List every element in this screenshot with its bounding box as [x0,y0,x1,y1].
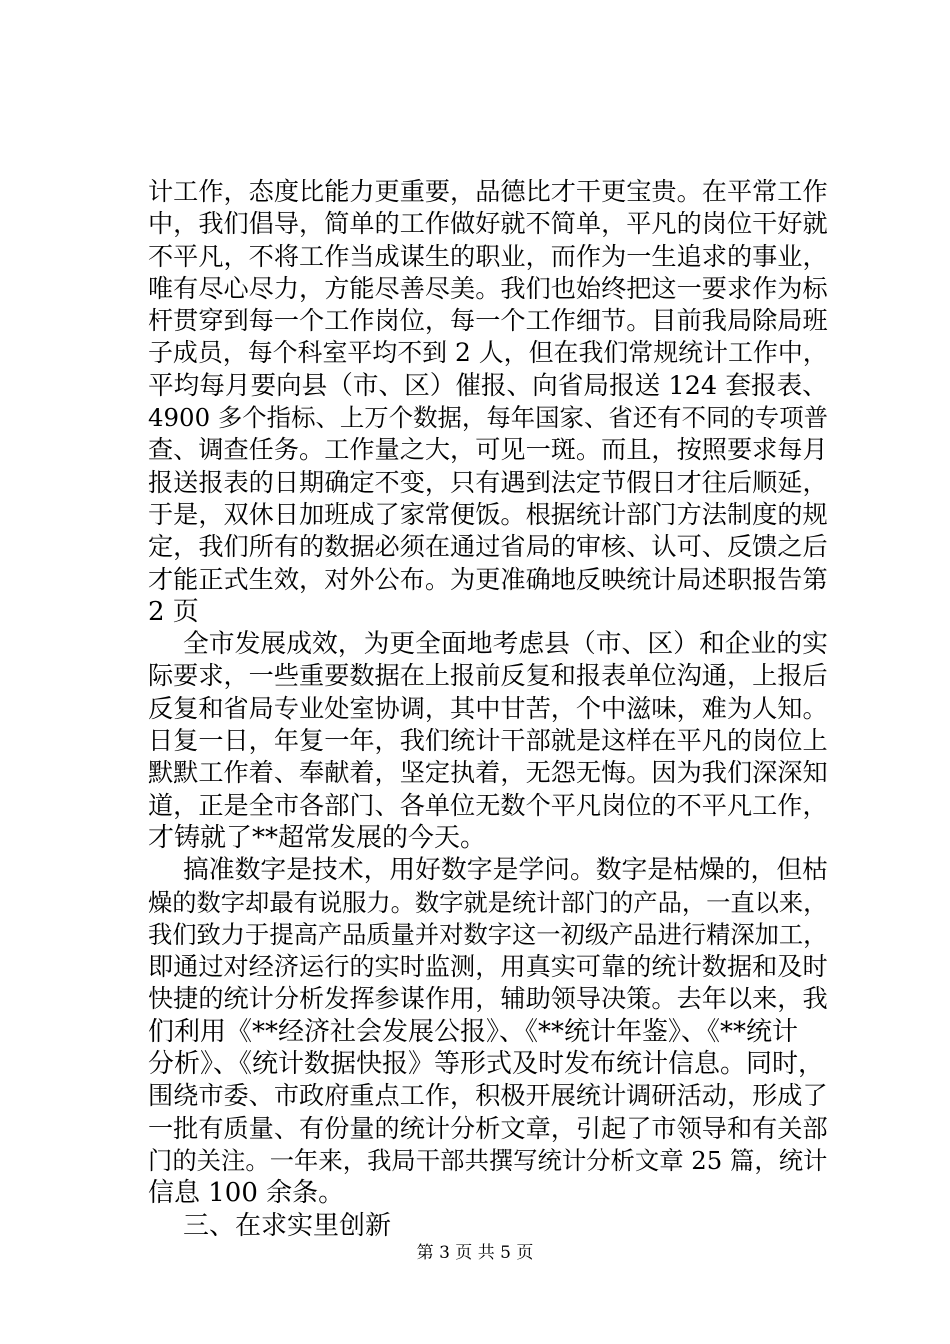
page-footer: 第 3 页 共 5 页 [416,1243,534,1263]
text-line: 杆贯穿到每一个工作岗位，每一个工作细节。目前我局除局班 [148,306,828,336]
text-line: 围绕市委、市政府重点工作，积极开展统计调研活动，形成了 [148,1081,828,1111]
text-line: 计工作，态度比能力更重要，品德比才干更宝贵。在平常工作 [148,177,828,206]
text-line: 道，正是全市各部门、各单位无数个平凡岗位的不平凡工作， [148,790,828,820]
text-line: 快捷的统计分析发挥参谋作用，辅助领导决策。去年以来，我 [148,984,828,1014]
text-line: 4900 多个指标、上万个数据，每年国家、省还有不同的专项普 [148,403,829,433]
text-line: 2 页 [148,596,199,627]
text-line: 分析》、《统计数据快报》等形式及时发布统计信息。同时， [148,1049,825,1080]
text-line: 中，我们倡导，简单的工作做好就不简单，平凡的岗位干好就 [148,209,828,239]
text-line: 报送报表的日期确定不变，只有遇到法定节假日才往后顺延， [148,467,828,497]
text-line: 查、调查任务。工作量之大，可见一斑。而且，按照要求每月 [148,435,828,465]
text-line: 默默工作着、奉献着，坚定执着，无怨无悔。因为我们深深知 [148,758,828,788]
text-line: 一批有质量、有份量的统计分析文章，引起了市领导和有关部 [148,1113,828,1143]
text-line: 日复一日，年复一年，我们统计干部就是这样在平凡的岗位上 [148,726,828,756]
text-line: 全市发展成效，为更全面地考虑县（市、区）和企业的实 [183,629,828,660]
text-line: 即通过对经济运行的实时监测，用真实可靠的统计数据和及时 [148,952,828,982]
text-line: 定，我们所有的数据必须在通过省局的审核、认可、反馈之后 [148,532,828,562]
text-line: 平均每月要向县（市、区）催报、向省局报送 124 套报表、 [148,370,828,401]
text-line: 于是，双休日加班成了家常便饭。根据统计部门方法制度的规 [148,499,828,529]
text-line: 反复和省局专业处室协调，其中甘苦，个中滋味，难为人知。 [148,693,828,723]
text-line: 际要求，一些重要数据在上报前反复和报表单位沟通，上报后 [148,661,828,691]
document-body [148,176,828,1242]
text-line: 不平凡，不将工作当成谋生的职业，而作为一生追求的事业， [148,241,828,271]
text-line: 燥的数字却最有说服力。数字就是统计部门的产品，一直以来， [148,887,828,917]
text-line: 三、在求实里创新 [183,1210,392,1241]
text-line: 我们致力于提高产品质量并对数字这一初级产品进行精深加工， [148,919,828,949]
text-line: 门的关注。一年来，我局干部共撰写统计分析文章 25 篇，统计 [148,1145,828,1175]
text-line: 信息 100 余条。 [148,1178,345,1209]
text-line: 搞准数字是技术，用好数字是学问。数字是枯燥的，但枯 [183,855,828,886]
text-line: 才能正式生效，对外公布。为更准确地反映统计局述职报告第 [148,564,828,594]
text-line: 们利用《**经济社会发展公报》、《**统计年鉴》、《**统计 [148,1016,799,1047]
text-line: 子成员，每个科室平均不到 2 人，但在我们常规统计工作中， [148,338,828,368]
text-line: 唯有尽心尽力，方能尽善尽美。我们也始终把这一要求作为标 [148,273,828,303]
text-line: 才铸就了**超常发展的今天。 [148,822,487,853]
